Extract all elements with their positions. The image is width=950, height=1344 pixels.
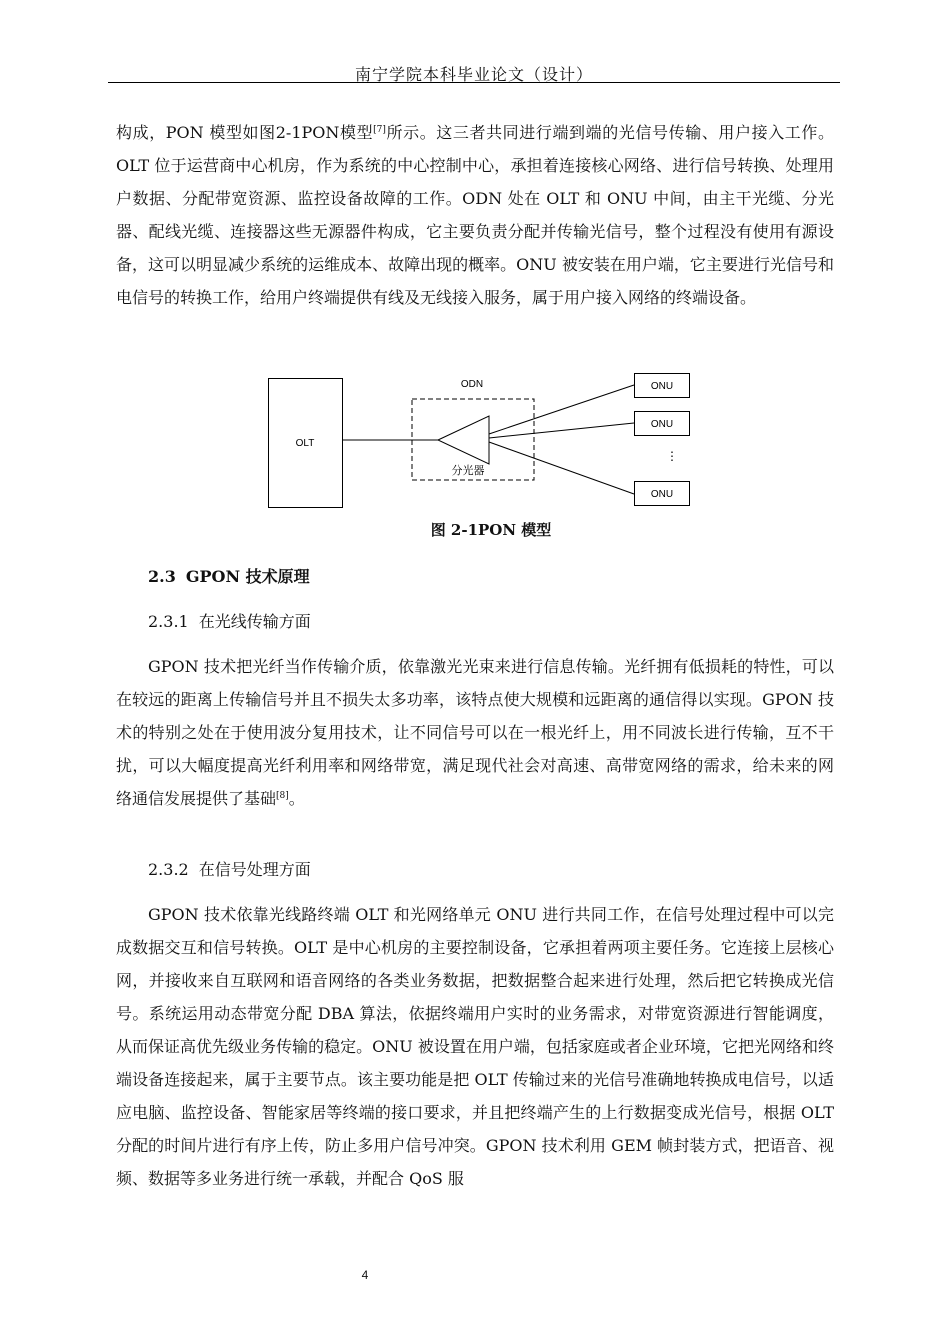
fiber-to-onu-3 — [489, 442, 634, 494]
onu-ellipsis: ⋮ — [666, 449, 678, 463]
onu-label-1: ONU — [650, 381, 674, 392]
fiber-to-onu-2 — [489, 423, 634, 438]
intro-text-1: 构成，PON 模型如图2-1PON模型 — [116, 123, 374, 142]
subsection-title-1: 在光线传输方面 — [198, 612, 311, 631]
splitter-triangle — [438, 416, 489, 464]
onu-label-2: ONU — [650, 419, 674, 430]
page-number: 4 — [361, 1268, 369, 1282]
figure-caption: 图 2-1PON 模型 — [430, 521, 552, 539]
section-title: GPON 技术原理 — [185, 567, 310, 586]
running-header: 南宁学院本科毕业论文（设计） — [354, 65, 593, 84]
onu-label-3: ONU — [650, 489, 674, 500]
section-number: 2.3 — [148, 567, 176, 586]
subsection-heading-2 — [148, 857, 311, 880]
subsection-heading-1 — [148, 609, 311, 632]
intro-text-2: 所示。这三者共同进行端到端的光信号传输、用户接入工作。OLT 位于运营商中心机房，作为系统的中心控制中心，承担着连接核心网络、进行信号转换、处理用户数据、分配带宽资源、监控设备故障的工作。ODN 处在 OLT 和 ONU 中间，由主干光缆、分光器、配线光缆、连接器这些无源器件构成，它主要负责分配并传输光信号，整个过程没有使用有源设备，这可以明显减少系统的运维成本、故障出现的概率。ONU 被安装在用户端，它主要进行光信号和电信号的转换工作，给用户终端提供有线及无线接入服务，属于用户接入网络的终端设备。 — [116, 123, 834, 307]
olt-label: OLT — [295, 438, 315, 449]
subsection-1-text: GPON 技术把光纤当作传输介质，依靠激光光束来进行信息传输。光纤拥有低损耗的特性，可以在较远的距离上传输信号并且不损失太多功率，该特点使大规模和远距离的通信得以实现。GPON 技术的特别之处在于使用波分复用技术，让不同信号可以在一根光纤上，用不同波长进行传输，互不干扰，可以大幅度提高光纤利用率和网络带宽，满足现代社会对高速、高带宽网络的需求，给未来的网络通信发展提供了基础 — [116, 657, 834, 808]
subsection-2-paragraph — [116, 898, 834, 1195]
subsection-title-2: 在信号处理方面 — [198, 860, 311, 879]
subsection-2-text: GPON 技术依靠光线路终端 OLT 和光网络单元 ONU 进行共同工作，在信号处理过程中可以完成数据交互和信号转换。OLT 是中心机房的主要控制设备，它承担着两项主要任务。它连接上层核心网，并接收来自互联网和语音网络的各类业务数据，把数据整合起来进行处理，然后把它转换成光信号。系统运用动态带宽分配 DBA 算法，依据终端用户实时的业务需求，对带宽资源进行智能调度，从而保证高优先级业务传输的稳定。ONU 被设置在用户端，包括家庭或者企业环境，它把光网络和终端设备连接起来，属于主要节点。该主要功能是把 OLT 传输过来的光信号准确地转换成电信号，以适应电脑、监控设备、智能家居等终端的接口要求，并且把终端产生的上行数据变成光信号，根据 OLT 分配的时间片进行有序上传，防止多用户信号冲突。GPON 技术利用 GEM 帧封装方式，把语音、视频、数据等多业务进行统一承载，并配合 QoS 服 — [116, 905, 834, 1188]
citation-7: [7] — [373, 125, 386, 135]
subsection-number-2: 2.3.2 — [148, 860, 189, 879]
pon-model-diagram — [268, 372, 698, 514]
subsection-1-paragraph — [116, 650, 834, 815]
splitter-label: 分光器 — [451, 464, 485, 477]
header-rule — [108, 82, 840, 83]
subsection-number-1: 2.3.1 — [148, 612, 189, 631]
odn-label: ODN — [460, 379, 484, 390]
intro-paragraph — [116, 116, 834, 314]
subsection-1-end: 。 — [288, 789, 305, 808]
citation-8: [8] — [276, 791, 289, 801]
fiber-to-onu-1 — [489, 385, 634, 434]
section-heading — [148, 564, 310, 587]
